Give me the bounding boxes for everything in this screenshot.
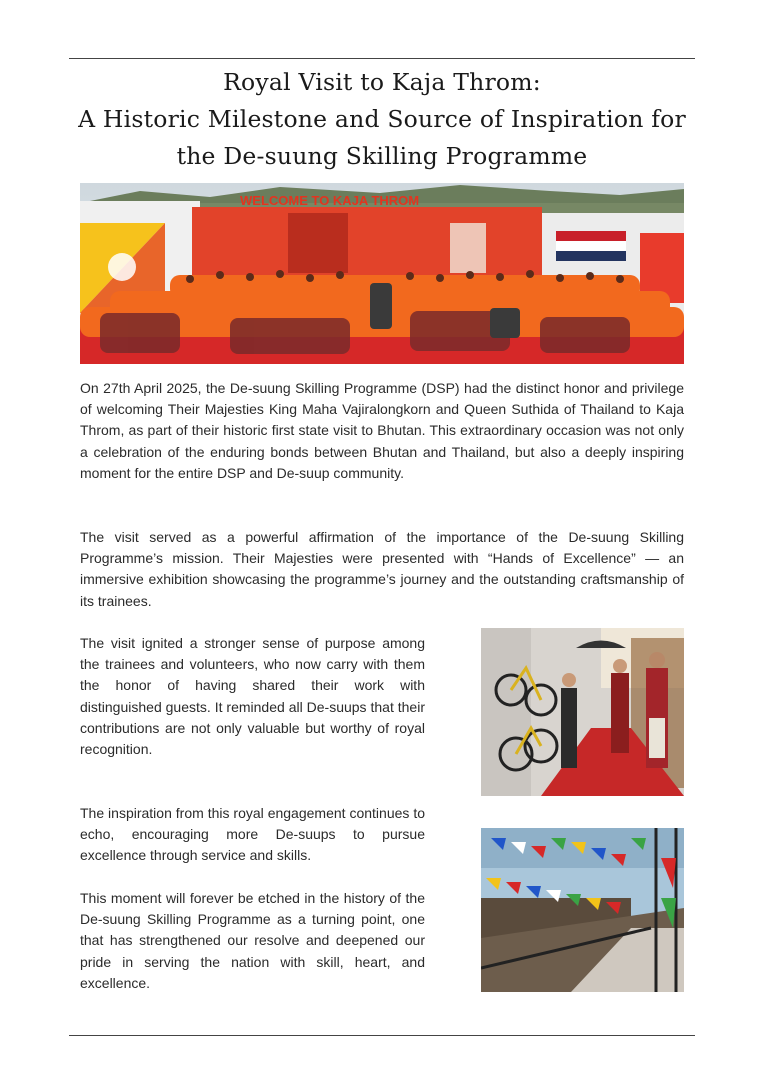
- paragraph-2: The visit served as a powerful affirmation of the importance of the De-suung Skilling Programme’s mission. Their Majesties were presented with “Hands of Excellence” — an immersive exhibition showcasing the programme’s journey and the outstanding craftsmanship of its trainees.: [80, 529, 684, 609]
- page-title: [40, 64, 724, 175]
- title-line-2: A Historic Milestone and Source of Inspiration for: [78, 105, 686, 133]
- paragraph-1: On 27th April 2025, the De-suung Skilling Programme (DSP) had the distinct honor and privilege of welcoming Their Majesties King Maha Vajiralongkorn and Queen Suthida of Thailand to Kaja Throm, as part of their historic first state visit to Bhutan. This extraordinary occasion was not only a celebration of the enduring bonds between Bhutan and Thailand, but also a deeply inspiring moment for the entire DSP and De-suup community.: [80, 380, 684, 481]
- paragraph-3: The visit ignited a stronger sense of purpose among the trainees and volunteers, who now carry with them the honor of having shared their work with distinguished guests. It reminded all De-suups that their contributions are not only valuable but worthy of royal recognition.: [80, 635, 425, 758]
- title-line-3: the De-suung Skilling Programme: [176, 142, 588, 170]
- bicycle-exhibit-photo: [481, 628, 684, 796]
- banner-text: WELCOME TO KAJA THROM: [240, 193, 420, 208]
- paragraph-4: The inspiration from this royal engagement continues to echo, encouraging more De-suups to pursue excellence through service and skills.: [80, 805, 425, 864]
- title-line-1: Royal Visit to Kaja Throm:: [223, 68, 541, 96]
- prayer-flags-walkway-photo: [481, 828, 684, 992]
- paragraph-5: This moment will forever be etched in the history of the De-suung Skilling Programme as a turning point, one that has strengthened our resolve and deepened our pride in serving the nation with skill, heart, and excellence.: [80, 890, 425, 991]
- top-rule: [69, 58, 695, 59]
- hero-group-photo: [80, 183, 684, 364]
- bottom-rule: [69, 1035, 695, 1036]
